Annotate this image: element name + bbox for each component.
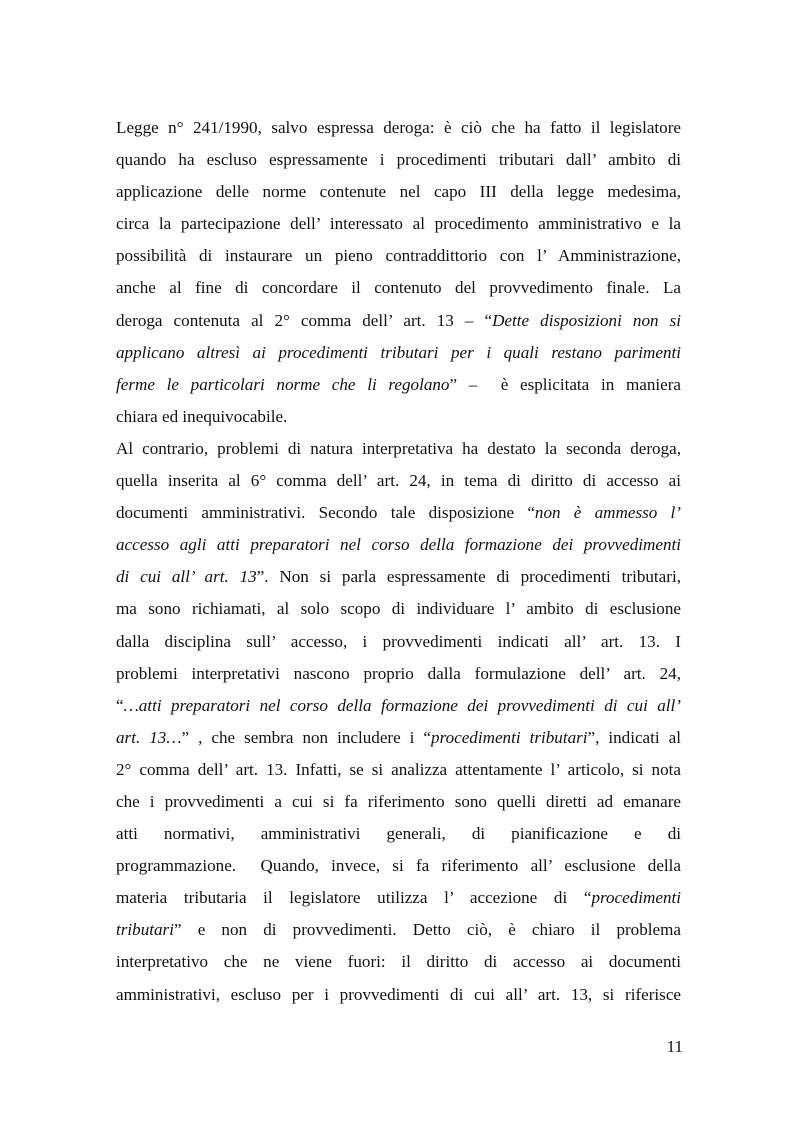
text-line — [116, 497, 681, 529]
text-segment: deroga contenuta al 2° comma dell’ art. 13 – “ — [116, 310, 493, 330]
text-segment: ma sono richiamati, al solo scopo di individuare l’ ambito di esclusione — [116, 599, 681, 619]
italic-text-segment: procedimenti — [591, 888, 681, 908]
text-line — [116, 754, 681, 786]
text-line — [116, 850, 681, 882]
text-line — [116, 626, 681, 658]
text-line — [116, 433, 681, 465]
text-segment: applicazione delle norme contenute nel capo III della legge medesima, — [116, 182, 681, 202]
text-line — [116, 144, 681, 176]
text-segment: amministrativi, escluso per i provvedimenti di cui all’ art. 13, si riferisce — [116, 984, 681, 1004]
text-line — [116, 593, 681, 625]
text-segment: possibilità di instaurare un pieno contraddittorio con l’ Amministrazione, — [116, 246, 681, 266]
text-segment: ”, indicati al — [587, 727, 681, 747]
text-line — [116, 465, 681, 497]
text-segment: anche al fine di concordare il contenuto del provvedimento finale. La — [116, 278, 681, 298]
text-line — [116, 882, 681, 914]
text-segment: Legge n° 241/1990, salvo espressa deroga: è ciò che ha fatto il legislatore — [116, 118, 681, 137]
text-line — [116, 305, 681, 337]
text-line — [116, 337, 681, 369]
italic-text-segment: tributari — [116, 920, 174, 940]
text-segment: che i provvedimenti a cui si fa riferimento sono quelli diretti ad emanare — [116, 791, 681, 811]
body-text — [116, 112, 681, 1011]
text-segment: chiara ed inequivocabile. — [116, 406, 288, 426]
text-line — [116, 529, 681, 561]
text-line — [116, 946, 681, 978]
text-segment: interpretativo che ne viene fuori: il diritto di accesso ai documenti — [116, 952, 681, 972]
text-line — [116, 690, 681, 722]
text-segment: dalla disciplina sull’ accesso, i provvedimenti indicati all’ art. 13. I — [116, 631, 681, 651]
page-number: 11 — [666, 1037, 683, 1056]
text-line — [116, 786, 681, 818]
text-line — [116, 722, 681, 754]
text-segment: programmazione. Quando, invece, si fa riferimento all’ esclusione della — [116, 856, 681, 876]
text-line — [116, 979, 681, 1011]
italic-text-segment: …atti preparatori nel corso della formazione dei provvedimenti di cui all’ — [123, 695, 681, 715]
text-line — [116, 914, 681, 946]
italic-text-segment: procedimenti tributari — [431, 727, 588, 747]
text-segment: quella inserita al 6° comma dell’ art. 24, in tema di diritto di accesso ai — [116, 471, 681, 491]
italic-text-segment: non è ammesso l’ — [534, 503, 681, 523]
text-segment: ” – è esplicitata in maniera — [449, 374, 681, 394]
text-line — [116, 561, 681, 593]
text-segment: Al contrario, problemi di natura interpretativa ha destato la seconda deroga, — [116, 438, 681, 458]
italic-text-segment: accesso agli atti preparatori nel corso della formazione dei provvedimenti — [116, 535, 681, 555]
text-line — [116, 272, 681, 304]
text-line — [116, 401, 681, 433]
text-segment: “ — [116, 695, 124, 715]
text-segment: quando ha escluso espressamente i procedimenti tributari dall’ ambito di — [116, 150, 681, 170]
italic-text-segment: di cui all’ art. 13 — [116, 567, 257, 587]
italic-text-segment: Dette disposizioni non si — [492, 310, 681, 330]
text-line — [116, 818, 681, 850]
text-line — [116, 176, 681, 208]
text-segment: problemi interpretativi nascono proprio dalla formulazione dell’ art. 24, — [116, 663, 681, 683]
italic-text-segment: applicano altresì ai procedimenti tributari per i quali restano parimenti — [116, 342, 681, 362]
text-segment: circa la partecipazione dell’ interessato al procedimento amministrativo e la — [116, 214, 681, 234]
text-line — [116, 240, 681, 272]
text-line — [116, 369, 681, 401]
text-segment: 2° comma dell’ art. 13. Infatti, se si analizza attentamente l’ articolo, si nota — [116, 759, 681, 779]
text-segment: materia tributaria il legislatore utilizza l’ accezione di “ — [116, 888, 592, 908]
text-line — [116, 208, 681, 240]
text-line — [116, 112, 681, 144]
italic-text-segment: art. 13… — [116, 727, 182, 747]
text-segment: ”. Non si parla espressamente di procedimenti tributari, — [256, 567, 681, 587]
text-segment: atti normativi, amministrativi generali, di pianificazione e di — [116, 824, 681, 844]
text-segment: documenti amministrativi. Secondo tale disposizione “ — [116, 503, 535, 523]
italic-text-segment: ferme le particolari norme che li regolano — [116, 374, 450, 394]
text-segment: ” e non di provvedimenti. Detto ciò, è chiaro il problema — [173, 920, 681, 940]
text-segment: ” , che sembra non includere i “ — [181, 727, 432, 747]
text-line — [116, 658, 681, 690]
